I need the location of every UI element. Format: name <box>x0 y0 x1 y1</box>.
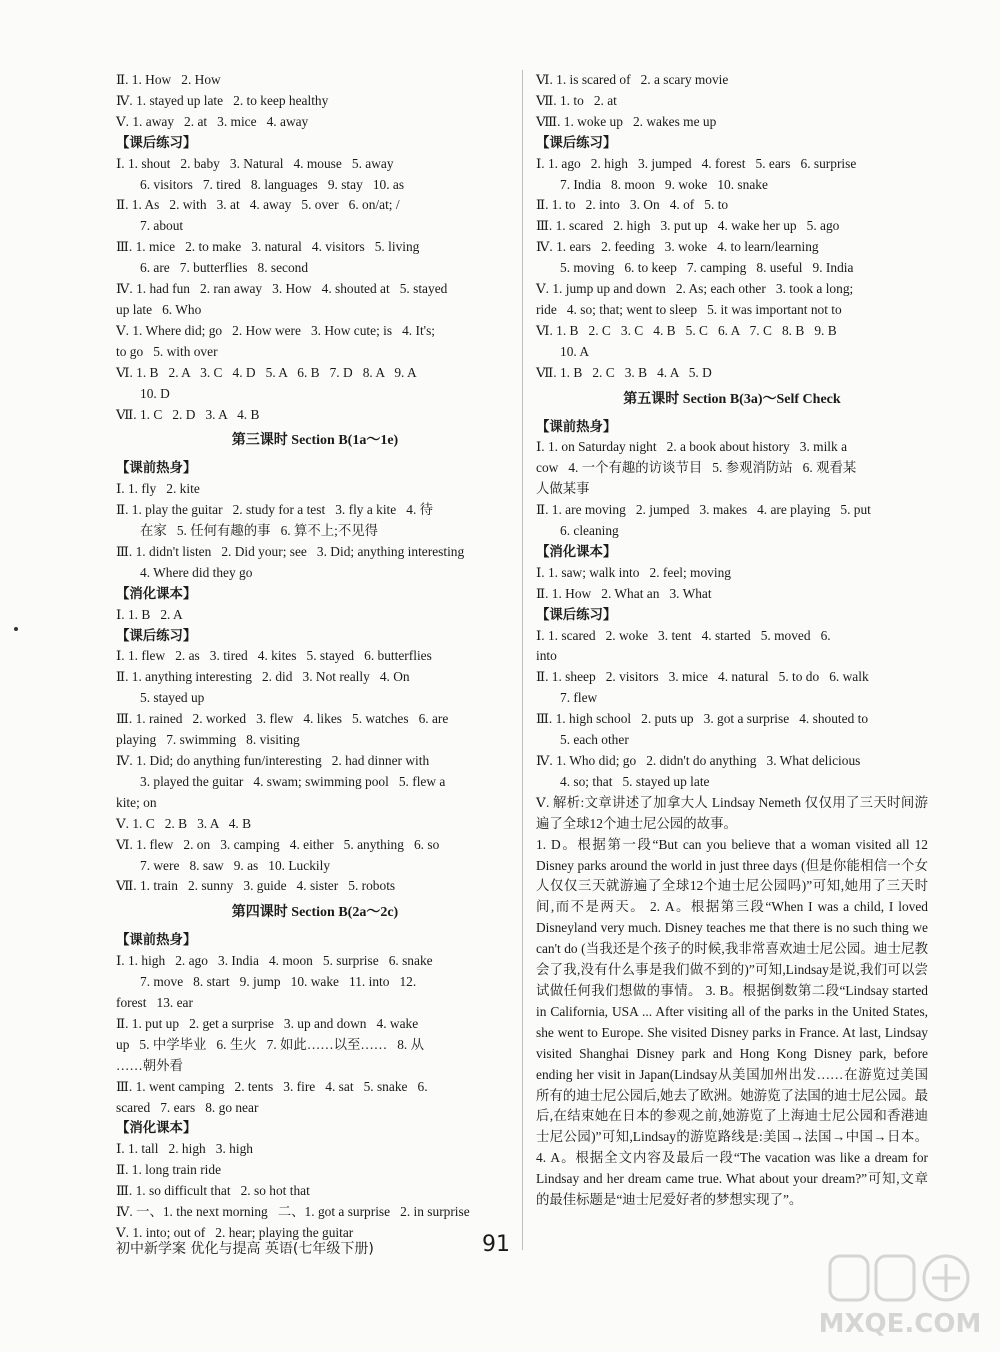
answer-line: 6. visitors 7. tired 8. languages 9. stay 10. as <box>140 176 405 192</box>
answer-line: 7. about <box>140 218 184 234</box>
answer-line: Ⅳ. 1. ears 2. feeding 3. woke 4. to learn/learning <box>536 239 819 255</box>
answer-line: cow 4. 一个有趣的访谈节目 5. 参观消防站 6. 观看某 <box>536 460 857 476</box>
answer-line: Ⅲ. 1. went camping 2. tents 3. fire 4. sat 5. snake 6. <box>116 1078 428 1094</box>
answer-line: Ⅰ. 1. shout 2. baby 3. Natural 4. mouse 5. away <box>116 155 394 171</box>
subsection-tag: 【消化课本】 <box>536 543 617 559</box>
answer-line: 3. played the guitar 4. swam; swimming pool 5. flew a <box>140 773 446 789</box>
answer-line: Ⅱ. 1. are moving 2. jumped 3. makes 4. are playing 5. put <box>536 502 871 518</box>
answer-line: 4. so; that 5. stayed up late <box>560 773 710 789</box>
answer-line: Ⅱ. 1. How 2. How <box>116 72 221 87</box>
answer-line: Ⅱ. 1. As 2. with 3. at 4. away 5. over 6. on/at; / <box>116 197 400 213</box>
subsection-tag: 【课后练习】 <box>536 134 617 150</box>
answer-line: up late 6. Who <box>116 301 202 317</box>
answer-line: Ⅲ. 1. high school 2. puts up 3. got a surprise 4. shouted to <box>536 711 869 727</box>
answer-line: Ⅵ. 1. B 2. A 3. C 4. D 5. A 6. B 7. D 8. A 9. A <box>116 364 417 380</box>
subsection-tag: 【消化课本】 <box>116 1120 197 1136</box>
answer-line: Ⅲ. 1. rained 2. worked 3. flew 4. likes 5. watches 6. are <box>116 711 449 727</box>
answer-line: 10. D <box>140 385 170 401</box>
answer-line: into <box>536 648 557 664</box>
left-column <box>116 70 514 1244</box>
explanation-paragraph: 1. D。根据第一段“But can you believe that a woman visited all 12 Disney parks around the world in just three days (但是你能相信一个女人仅仅三天就游遍了全球12个迪士尼公园吗)”可知,她用了三天时间,而不是两天。 2. A。根据第三段“When I was a child, I loved Disneyland very much. Disney teaches me that there is no such thing we can't do (当我还是个孩子的时候,我非常喜欢迪士尼公园。迪士尼教会了我,没有什么事是我们做不到的)”可知,Lindsay是说,我们可以尝试做任何我们想做的事情。 3. B。根据倒数第二段“Lindsay started in California, USA ... After visiting all of the parks in the United States, she went to Europe. She visited Disney parks in France. At last, Lindsay visited Shanghai Disney park and Hong Kong Disney park, before ending her visit in Japan(Lindsay从美国加州出发……在游览过美国所有的迪士尼公园后,她去了欧洲。她游览了法国的迪士尼公园。最后,在结束她在日本的参观之前,她游览了上海迪士尼公园和香港迪士尼公园)”可知,Lindsay的游览路线是:美国→法国→中国→日本。 4. A。根据全文内容及最后一段“The vacation was like a dream for Lindsay and her dream came true. What about your dream?”可知,文章的最佳标题是“迪士尼爱好者的梦想实现了”。 <box>536 836 928 1208</box>
answer-line: 7. flew <box>560 690 598 706</box>
answer-line: Ⅴ. 1. away 2. at 3. mice 4. away <box>116 113 309 129</box>
answer-line: 7. India 8. moon 9. woke 10. snake <box>560 176 768 192</box>
answer-line: Ⅴ. 1. Where did; go 2. How were 3. How cute; is 4. It's; <box>116 322 436 338</box>
answer-line: forest 13. ear <box>116 994 193 1010</box>
answer-line: kite; on <box>116 794 157 810</box>
answer-line: scared 7. ears 8. go near <box>116 1099 259 1115</box>
answer-line: Ⅴ. 1. jump up and down 2. As; each other 3. took a long; <box>536 281 854 297</box>
answer-line: Ⅳ. 1. stayed up late 2. to keep healthy <box>116 92 329 108</box>
answer-line: Ⅱ. 1. sheep 2. visitors 3. mice 4. natural 5. to do 6. walk <box>536 669 869 685</box>
answer-line: Ⅷ. 1. woke up 2. wakes me up <box>536 113 717 129</box>
subsection-tag: 【课前热身】 <box>116 932 197 948</box>
section-heading: 第五课时 Section B(3a)～Self Check <box>623 391 841 407</box>
answer-line: Ⅳ. 1. Did; do anything fun/interesting 2. had dinner with <box>116 753 430 768</box>
answer-line: Ⅱ. 1. long train ride <box>116 1162 222 1178</box>
answer-line: Ⅶ. 1. to 2. at <box>536 92 617 108</box>
answer-line: to go 5. with over <box>116 343 218 359</box>
watermark-logo <box>820 1252 980 1340</box>
answer-line: ……朝外看 <box>116 1057 183 1073</box>
section-heading: 第三课时 Section B(1a～1e) <box>231 433 399 449</box>
answer-line: Ⅰ. 1. B 2. A <box>116 606 183 622</box>
answer-line: Ⅵ. 1. flew 2. on 3. camping 4. either 5. anything 6. so <box>116 836 440 852</box>
answer-line: Ⅳ. 1. Who did; go 2. didn't do anything 3. What delicious <box>536 753 861 768</box>
answer-line: Ⅱ. 1. play the guitar 2. study for a test 3. fly a kite 4. 待 <box>116 502 434 518</box>
answer-line: Ⅱ. 1. put up 2. get a surprise 3. up and down 4. wake <box>116 1015 419 1031</box>
subsection-tag: 【课前热身】 <box>116 460 197 476</box>
answer-line: 7. move 8. start 9. jump 10. wake 11. into 12. <box>140 974 417 990</box>
answer-line: Ⅰ. 1. high 2. ago 3. India 4. moon 5. surprise 6. snake <box>116 953 433 969</box>
answer-line: 4. Where did they go <box>140 564 253 580</box>
answer-line: Ⅵ. 1. B 2. C 3. C 4. B 5. C 6. A 7. C 8. B 9. B <box>536 322 837 338</box>
answer-line: Ⅱ. 1. How 2. What an 3. What <box>536 585 712 601</box>
subsection-tag: 【课后练习】 <box>536 606 617 622</box>
scan-dot <box>14 627 18 631</box>
answer-line: 在家 5. 任何有趣的事 6. 算不上;不见得 <box>140 523 379 539</box>
answer-line: 7. were 8. saw 9. as 10. Luckily <box>140 857 331 873</box>
answer-line: 6. are 7. butterflies 8. second <box>140 260 309 276</box>
answer-line: Ⅲ. 1. so difficult that 2. so hot that <box>116 1183 310 1199</box>
answer-line: Ⅴ. 1. into; out of 2. hear; playing the guitar <box>116 1224 354 1240</box>
watermark-text: MXQE.COM <box>820 1309 980 1339</box>
answer-line: Ⅱ. 1. to 2. into 3. On 4. of 5. to <box>536 197 729 213</box>
answer-line: Ⅰ. 1. flew 2. as 3. tired 4. kites 5. stayed 6. butterflies <box>116 648 432 664</box>
subsection-tag: 【消化课本】 <box>116 585 197 601</box>
column-divider <box>522 70 523 1250</box>
answer-line: Ⅰ. 1. tall 2. high 3. high <box>116 1141 253 1157</box>
answer-line: Ⅰ. 1. on Saturday night 2. a book about history 3. milk a <box>536 439 848 455</box>
page-number: 91 <box>482 1232 510 1257</box>
answer-line: Ⅵ. 1. is scared of 2. a scary movie <box>536 72 729 87</box>
watermark-graphic <box>820 1252 980 1340</box>
right-column <box>536 70 928 1211</box>
subsection-tag: 【课前热身】 <box>536 418 617 434</box>
answer-line: Ⅲ. 1. scared 2. high 3. put up 4. wake her up 5. ago <box>536 218 840 234</box>
answer-line: Ⅶ. 1. C 2. D 3. A 4. B <box>116 406 260 422</box>
answer-line: 10. A <box>560 343 590 359</box>
answer-line: Ⅰ. 1. ago 2. high 3. jumped 4. forest 5. ears 6. surprise <box>536 155 857 171</box>
answer-line: Ⅲ. 1. didn't listen 2. Did your; see 3. Did; anything interesting <box>116 543 465 559</box>
answer-line: playing 7. swimming 8. visiting <box>116 732 300 748</box>
answer-line: Ⅰ. 1. scared 2. woke 3. tent 4. started 5. moved 6. <box>536 627 831 643</box>
answer-line: 5. each other <box>560 732 629 748</box>
answer-line: Ⅰ. 1. fly 2. kite <box>116 481 200 497</box>
explanation-paragraph: Ⅴ. 解析:文章讲述了加拿大人 Lindsay Nemeth 仅仅用了三天时间游遍了全球12个迪士尼公园的故事。 <box>536 794 928 831</box>
page-footer <box>116 1232 916 1272</box>
answer-line: Ⅳ. 一、1. the next morning 二、1. got a surprise 2. in surprise <box>116 1204 470 1220</box>
answer-line: 5. stayed up <box>140 690 205 706</box>
section-heading: 第四课时 Section B(2a～2c) <box>231 905 399 921</box>
answer-line: up 5. 中学毕业 6. 生火 7. 如此……以至…… 8. 从 <box>116 1036 424 1052</box>
answer-line: Ⅶ. 1. B 2. C 3. B 4. A 5. D <box>536 364 712 380</box>
answer-line: 5. moving 6. to keep 7. camping 8. useful 9. India <box>560 260 854 276</box>
answer-line: Ⅳ. 1. had fun 2. ran away 3. How 4. shouted at 5. stayed <box>116 281 448 297</box>
answer-line: Ⅶ. 1. train 2. sunny 3. guide 4. sister 5. robots <box>116 878 396 894</box>
answer-line: ride 4. so; that; went to sleep 5. it was important not to <box>536 301 842 317</box>
answer-line: Ⅲ. 1. mice 2. to make 3. natural 4. visitors 5. living <box>116 239 420 255</box>
answer-line: Ⅴ. 1. C 2. B 3. A 4. B <box>116 815 252 831</box>
answer-line: 6. cleaning <box>560 523 619 539</box>
book-title: 初中新学案 优化与提高 英语(七年级下册) <box>116 1241 374 1257</box>
subsection-tag: 【课后练习】 <box>116 627 197 643</box>
answer-line: Ⅰ. 1. saw; walk into 2. feel; moving <box>536 564 731 580</box>
subsection-tag: 【课后练习】 <box>116 134 197 150</box>
answer-line: Ⅱ. 1. anything interesting 2. did 3. Not really 4. On <box>116 669 410 685</box>
answer-line: 人做某事 <box>536 481 590 497</box>
